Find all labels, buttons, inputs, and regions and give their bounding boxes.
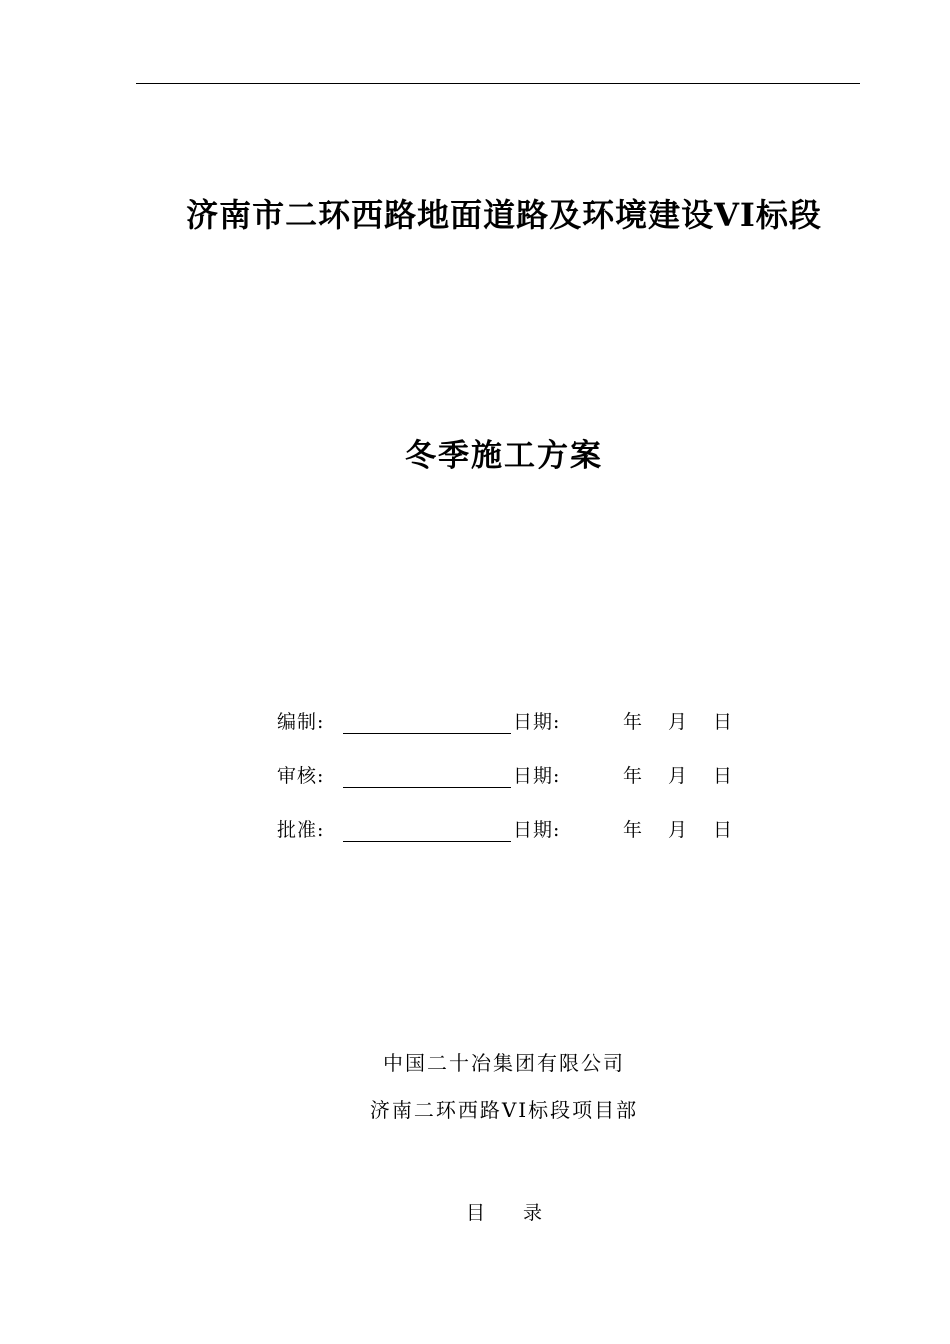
month-label: 月 (668, 765, 688, 787)
day-label: 日 (713, 765, 733, 787)
month-label: 月 (668, 819, 688, 841)
month-label: 月 (668, 711, 688, 733)
company-name: 中国二十冶集团有限公司 (383, 1051, 625, 1075)
toc-heading (466, 1198, 542, 1225)
signoff-label: 审核: (277, 765, 325, 787)
document-subtitle: 冬季施工方案 (405, 438, 603, 474)
signature-line (343, 765, 511, 788)
signoff-row-prepared (277, 704, 758, 734)
signoff-label: 批准: (277, 819, 325, 841)
signoff-row-approved (277, 812, 758, 842)
date-label: 日期: (513, 765, 561, 787)
signature-line (343, 819, 511, 842)
date-label: 日期: (513, 711, 561, 733)
year-label: 年 (623, 765, 643, 787)
signature-line (343, 711, 511, 734)
signoff-row-reviewed (277, 758, 758, 788)
toc-heading-char: 录 (523, 1202, 543, 1224)
year-label: 年 (623, 819, 643, 841)
header-rule (136, 83, 860, 84)
date-label: 日期: (513, 819, 561, 841)
signoff-label: 编制: (277, 711, 325, 733)
toc-heading-char: 目 (466, 1202, 486, 1224)
day-label: 日 (713, 819, 733, 841)
project-department: 济南二环西路VI标段项目部 (369, 1098, 639, 1122)
year-label: 年 (623, 711, 643, 733)
day-label: 日 (713, 711, 733, 733)
document-title: 济南市二环西路地面道路及环境建设VI标段 (186, 196, 822, 234)
